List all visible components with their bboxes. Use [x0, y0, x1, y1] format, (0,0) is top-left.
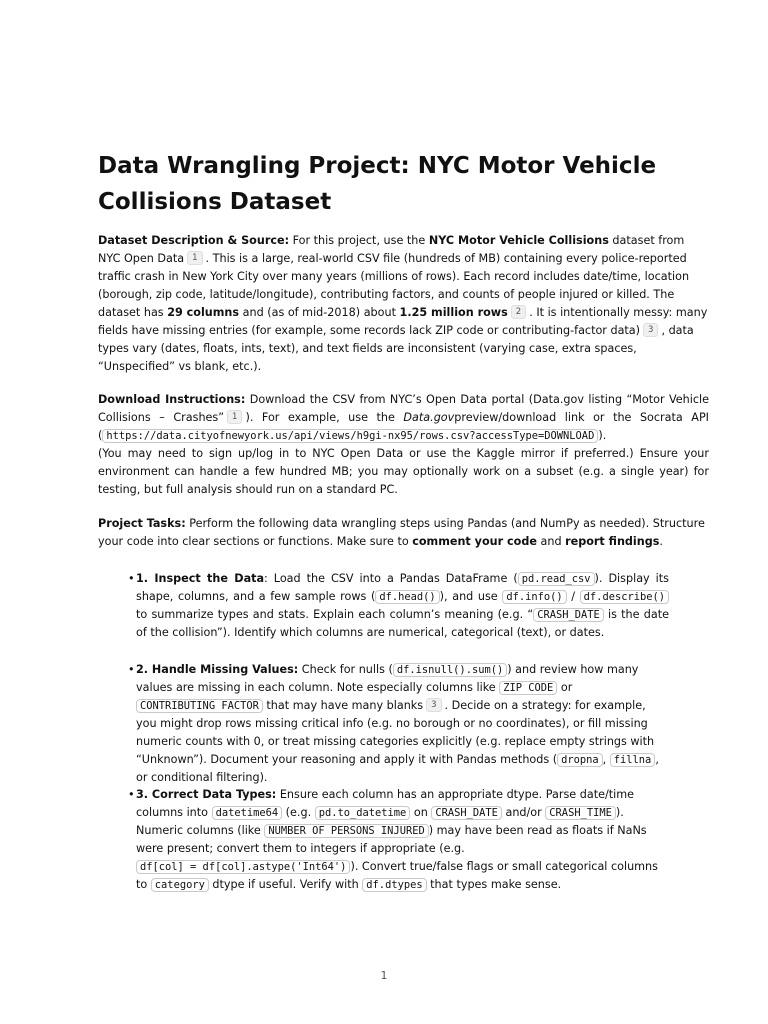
code-category: category	[151, 878, 209, 892]
bullet-marker: •	[128, 663, 135, 676]
code-datetime64: datetime64	[212, 806, 283, 820]
code-isnull-sum: df.isnull().sum()	[393, 663, 507, 677]
code-fillna: fillna	[610, 753, 656, 767]
code-to-datetime: pd.to_datetime	[315, 806, 411, 820]
code-crash-time: CRASH_TIME	[545, 806, 616, 820]
code-describe: df.describe()	[580, 590, 669, 604]
task-item-inspect: • 1. Inspect the Data: Load the CSV into a Pandas DataFrame ( pd.read_csv ). Display its shape, columns, and a few sample rows ( df.head() ), and use df.info() / df.describe() to summarize types and stats. Explain each column’s meaning (e.g. “ CRASH_DATE is the date of the collision”). Identify which columns are numerical, categorical (text), or dates.	[128, 572, 669, 639]
footnote-ref-1[interactable]: 1	[227, 410, 242, 424]
task-item-data-types: • 3. Correct Data Types: Ensure each column has an appropriate dtype. Parse date/time columns into datetime64 (e.g. pd.to_datetime on CRASH_DATE and/or CRASH_TIME ). Numeric columns (like NUMBER OF PERSONS INJURED ) may have been read as floats if NaNs were present; convert them to integers if appropriate (e.g. df[col] = df[col].astype('Int64') ). Convert true/false flags or small categorical columns to category dtype if useful. Verify with df.dtypes that types make sense.	[128, 788, 658, 891]
code-head: df.head()	[375, 590, 439, 604]
code-contributing-factor: CONTRIBUTING FACTOR	[136, 699, 263, 713]
code-crash-date: CRASH_DATE	[431, 806, 502, 820]
footnote-ref-3[interactable]: 3	[643, 323, 658, 337]
code-read-csv: pd.read_csv	[518, 572, 595, 586]
footnote-ref-2[interactable]: 2	[511, 305, 526, 319]
code-zip-code: ZIP CODE	[499, 681, 557, 695]
code-info: df.info()	[502, 590, 566, 604]
code-dropna: dropna	[557, 753, 603, 767]
api-url-code[interactable]: https://data.cityofnewyork.us/api/views/h9gi-nx95/rows.csv?accessType=DOWNLOAD	[102, 429, 598, 443]
dataset-description-paragraph: Dataset Description & Source: For this project, use the NYC Motor Vehicle Collisions dataset from NYC Open Data 1 . This is a large, real-world CSV file (hundreds of MB) containing every police-reported traffic crash in New York City over many years (millions of rows). Each record includes date/time, location (borough, zip code, latitude/longitude), contributing factors, and counts of people injured or killed. The dataset has 29 columns and (as of mid-2018) about 1.25 million rows 2 . It is intentionally messy: many fields have missing entries (for example, some records lack ZIP code or contributing-factor data) 3 , data types vary (dates, floats, ints, text), and text fields are inconsistent (varying case, extra spaces, “Unspecified” vs blank, etc.).	[98, 234, 708, 373]
code-astype-int64: df[col] = df[col].astype('Int64')	[136, 860, 350, 874]
page-number: 1	[380, 969, 388, 982]
download-instructions-paragraph: Download Instructions: Download the CSV from NYC’s Open Data portal (Data.gov listing “Motor Vehicle Collisions – Crashes” 1 ). For example, use the Data.govpreview/download link or the Socrata API ( https://data.cityofnewyork.us/api/views/h9gi-nx95/rows.csv?accessType=DOWNLOAD ). (You may need to sign up/log in to NYC Open Data or use the Kaggle mirror if preferred.) Ensure your environment can handle a few hundred MB; you may optionally work on a subset (e.g. a single year) for testing, but full analysis should run on a standard PC.	[98, 393, 709, 496]
project-tasks-paragraph: Project Tasks: Perform the following data wrangling steps using Pandas (and NumPy as needed). Structure your code into clear sections or functions. Make sure to comment your code and report findings.	[98, 517, 705, 548]
footnote-ref-3[interactable]: 3	[426, 698, 441, 712]
code-persons-injured: NUMBER OF PERSONS INJURED	[264, 824, 428, 838]
document-title: Data Wrangling Project: NYC Motor Vehicle Collisions Dataset	[98, 153, 657, 215]
footnote-ref-1[interactable]: 1	[187, 251, 202, 265]
bullet-marker: •	[128, 572, 135, 585]
task-item-missing-values: • 2. Handle Missing Values: Check for nulls ( df.isnull().sum() ) and review how many values are missing in each column. Note especially columns like ZIP CODE or CONTRIBUTING FACTOR that may have many blanks 3 . Decide on a strategy: for example, you might drop rows missing critical info (e.g. no borough or no coordinates), or fill missing numeric counts with 0, or treat missing categories explicitly (e.g. replace empty strings with “Unknown”). Document your reasoning and apply it with Pandas methods ( dropna , fillna , or conditional filtering).	[128, 663, 659, 784]
code-dtypes: df.dtypes	[362, 878, 426, 892]
bullet-marker: •	[128, 788, 135, 801]
code-crash-date: CRASH_DATE	[533, 608, 604, 622]
